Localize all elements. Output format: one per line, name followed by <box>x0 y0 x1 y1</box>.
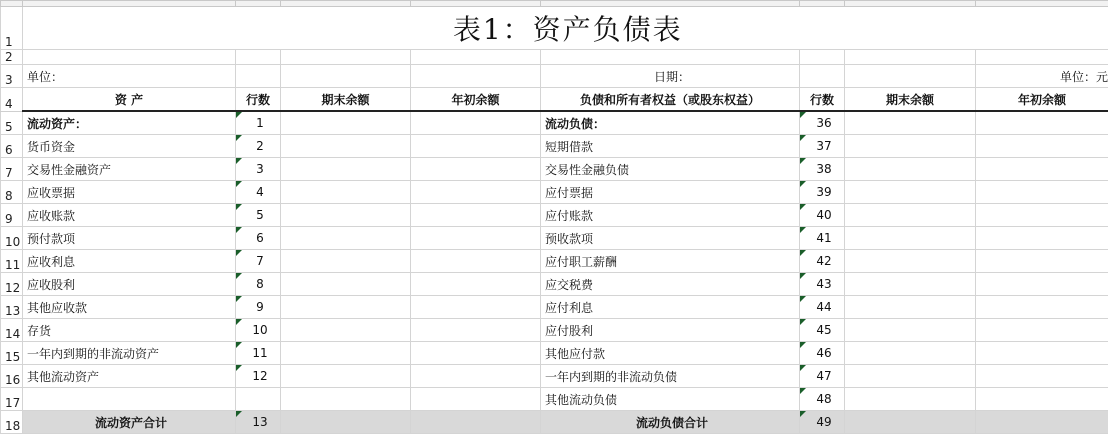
asset-cell[interactable]: 交易性金融资产 <box>23 158 236 181</box>
cell[interactable] <box>236 50 281 65</box>
table-row <box>1 181 1108 204</box>
liability-cell[interactable]: 应付股利 <box>541 319 800 342</box>
liability-cell[interactable]: 预收款项 <box>541 227 800 250</box>
liability-line-no-cell[interactable]: 47 <box>800 365 845 388</box>
end-balance-cell[interactable] <box>281 250 411 273</box>
header-line-no[interactable]: 行数 <box>236 88 281 112</box>
liability-line-no-cell[interactable]: 48 <box>800 388 845 411</box>
cell[interactable] <box>236 65 281 88</box>
row-header[interactable]: 14 <box>1 319 23 342</box>
row-header[interactable]: 2 <box>1 50 23 65</box>
header-asset[interactable]: 资 产 <box>23 88 236 112</box>
end-balance-cell[interactable] <box>845 250 976 273</box>
asset-line-no-cell[interactable]: 6 <box>236 227 281 250</box>
asset-cell[interactable]: 应收账款 <box>23 204 236 227</box>
table-row <box>1 204 1108 227</box>
asset-cell[interactable]: 货币资金 <box>23 135 236 158</box>
begin-balance-cell[interactable] <box>411 342 541 365</box>
begin-balance-cell[interactable] <box>411 204 541 227</box>
end-balance-cell[interactable] <box>845 204 976 227</box>
asset-cell[interactable]: 流动资产： <box>23 111 236 135</box>
table-row <box>1 365 1108 388</box>
end-balance-cell[interactable] <box>281 365 411 388</box>
begin-balance-cell[interactable] <box>411 319 541 342</box>
asset-line-no-cell[interactable]: 10 <box>236 319 281 342</box>
asset-line-no-cell[interactable]: 4 <box>236 181 281 204</box>
liability-line-no-cell[interactable]: 42 <box>800 250 845 273</box>
end-balance-cell[interactable] <box>845 135 976 158</box>
end-balance-cell[interactable] <box>281 158 411 181</box>
liability-line-no-cell[interactable]: 45 <box>800 319 845 342</box>
header-liability[interactable]: 负债和所有者权益（或股东权益） <box>541 88 800 112</box>
end-balance-cell[interactable] <box>281 342 411 365</box>
end-balance-cell[interactable] <box>845 273 976 296</box>
cell[interactable] <box>845 65 976 88</box>
asset-line-no-cell[interactable]: 12 <box>236 365 281 388</box>
begin-balance-cell[interactable] <box>976 227 1108 250</box>
table-row <box>1 158 1108 181</box>
begin-balance-cell[interactable] <box>976 342 1108 365</box>
asset-cell[interactable]: 应收利息 <box>23 250 236 273</box>
begin-balance-cell[interactable] <box>976 158 1108 181</box>
row-header[interactable]: 10 <box>1 227 23 250</box>
row-header[interactable]: 1 <box>1 7 23 50</box>
asset-line-no-cell[interactable]: 13 <box>236 411 281 434</box>
asset-cell[interactable]: 应收票据 <box>23 181 236 204</box>
table-row <box>1 227 1108 250</box>
liability-line-no-cell[interactable]: 44 <box>800 296 845 319</box>
begin-balance-cell[interactable] <box>976 319 1108 342</box>
begin-balance-cell[interactable] <box>411 411 541 434</box>
row-header[interactable]: 8 <box>1 181 23 204</box>
asset-total-cell[interactable]: 流动资产合计 <box>23 411 236 434</box>
row-header[interactable]: 16 <box>1 365 23 388</box>
liability-cell[interactable]: 应付账款 <box>541 204 800 227</box>
end-balance-cell[interactable] <box>845 388 976 411</box>
end-balance-cell[interactable] <box>281 181 411 204</box>
begin-balance-cell[interactable] <box>976 411 1108 434</box>
liability-cell[interactable]: 短期借款 <box>541 135 800 158</box>
cell[interactable] <box>411 50 541 65</box>
liability-cell[interactable]: 应付利息 <box>541 296 800 319</box>
liability-cell[interactable]: 一年内到期的非流动负债 <box>541 365 800 388</box>
table-row <box>1 342 1108 365</box>
asset-line-no-cell[interactable]: 2 <box>236 135 281 158</box>
table-row <box>1 296 1108 319</box>
sheet-title[interactable]: 表1：资产负债表 <box>452 13 683 46</box>
row-header[interactable]: 17 <box>1 388 23 411</box>
header-line-no[interactable]: 行数 <box>800 88 845 112</box>
table-row <box>1 273 1108 296</box>
liability-cell[interactable]: 交易性金融负债 <box>541 158 800 181</box>
liability-cell[interactable]: 其他应付款 <box>541 342 800 365</box>
begin-balance-cell[interactable] <box>976 250 1108 273</box>
liability-line-no-cell[interactable]: 38 <box>800 158 845 181</box>
header-begin-balance[interactable]: 年初余额 <box>976 88 1108 112</box>
asset-cell[interactable] <box>23 388 236 411</box>
table-row <box>1 135 1108 158</box>
end-balance-cell[interactable] <box>845 342 976 365</box>
row-header[interactable]: 5 <box>1 111 23 135</box>
row-header[interactable]: 13 <box>1 296 23 319</box>
liability-line-no-cell[interactable]: 36 <box>800 111 845 135</box>
asset-cell[interactable]: 其他流动资产 <box>23 365 236 388</box>
liability-cell[interactable]: 应交税费 <box>541 273 800 296</box>
liability-line-no-cell[interactable]: 37 <box>800 135 845 158</box>
asset-cell[interactable]: 存货 <box>23 319 236 342</box>
end-balance-cell[interactable] <box>281 111 411 135</box>
end-balance-cell[interactable] <box>281 296 411 319</box>
table-row <box>1 250 1108 273</box>
liability-line-no-cell[interactable]: 40 <box>800 204 845 227</box>
asset-cell[interactable]: 一年内到期的非流动资产 <box>23 342 236 365</box>
date-label-cell[interactable]: 日期： <box>541 65 800 88</box>
row-header[interactable]: 11 <box>1 250 23 273</box>
end-balance-cell[interactable] <box>281 411 411 434</box>
begin-balance-cell[interactable] <box>411 158 541 181</box>
end-balance-cell[interactable] <box>845 319 976 342</box>
begin-balance-cell[interactable] <box>976 296 1108 319</box>
cell[interactable] <box>541 50 800 65</box>
begin-balance-cell[interactable] <box>411 365 541 388</box>
asset-cell[interactable]: 应收股利 <box>23 273 236 296</box>
table-row <box>1 319 1108 342</box>
end-balance-cell[interactable] <box>845 365 976 388</box>
cell[interactable] <box>281 65 411 88</box>
liability-total-cell[interactable]: 流动负债合计 <box>541 411 800 434</box>
liability-line-no-cell[interactable]: 46 <box>800 342 845 365</box>
row-header[interactable]: 18 <box>1 411 23 434</box>
cell[interactable] <box>976 50 1108 65</box>
unit-label-cell[interactable]: 单位： <box>23 65 236 88</box>
begin-balance-cell[interactable] <box>976 111 1108 135</box>
cell[interactable] <box>800 65 845 88</box>
asset-line-no-cell[interactable]: 5 <box>236 204 281 227</box>
asset-line-no-cell[interactable] <box>236 388 281 411</box>
liability-line-no-cell[interactable]: 39 <box>800 181 845 204</box>
asset-line-no-cell[interactable]: 11 <box>236 342 281 365</box>
row-header[interactable]: 4 <box>1 88 23 112</box>
cell[interactable] <box>23 50 236 65</box>
begin-balance-cell[interactable] <box>411 181 541 204</box>
liability-cell[interactable]: 流动负债： <box>541 111 800 135</box>
row-header[interactable]: 9 <box>1 204 23 227</box>
liability-line-no-cell[interactable]: 49 <box>800 411 845 434</box>
header-end-balance[interactable]: 期末余额 <box>281 88 411 112</box>
row-header[interactable]: 15 <box>1 342 23 365</box>
liability-line-no-cell[interactable]: 41 <box>800 227 845 250</box>
begin-balance-cell[interactable] <box>976 273 1108 296</box>
begin-balance-cell[interactable] <box>411 227 541 250</box>
table-row-total <box>1 411 1108 434</box>
liability-cell[interactable]: 其他流动负债 <box>541 388 800 411</box>
begin-balance-cell[interactable] <box>976 365 1108 388</box>
end-balance-cell[interactable] <box>281 135 411 158</box>
end-balance-cell[interactable] <box>845 296 976 319</box>
asset-line-no-cell[interactable]: 9 <box>236 296 281 319</box>
cell[interactable] <box>281 50 411 65</box>
row-header[interactable]: 6 <box>1 135 23 158</box>
asset-line-no-cell[interactable]: 7 <box>236 250 281 273</box>
header-begin-balance[interactable]: 年初余额 <box>411 88 541 112</box>
table-row <box>1 111 1108 135</box>
asset-line-no-cell[interactable]: 3 <box>236 158 281 181</box>
end-balance-cell[interactable] <box>281 319 411 342</box>
cell[interactable] <box>800 50 845 65</box>
end-balance-cell[interactable] <box>281 204 411 227</box>
header-end-balance[interactable]: 期末余额 <box>845 88 976 112</box>
end-balance-cell[interactable] <box>281 388 411 411</box>
begin-balance-cell[interactable] <box>411 388 541 411</box>
begin-balance-cell[interactable] <box>976 135 1108 158</box>
table-row <box>1 388 1108 411</box>
begin-balance-cell[interactable] <box>976 204 1108 227</box>
cell[interactable] <box>845 50 976 65</box>
liability-line-no-cell[interactable]: 43 <box>800 273 845 296</box>
begin-balance-cell[interactable] <box>976 388 1108 411</box>
liability-cell[interactable]: 应付职工薪酬 <box>541 250 800 273</box>
end-balance-cell[interactable] <box>281 227 411 250</box>
asset-line-no-cell[interactable]: 8 <box>236 273 281 296</box>
begin-balance-cell[interactable] <box>411 250 541 273</box>
asset-cell[interactable]: 其他应收款 <box>23 296 236 319</box>
begin-balance-cell[interactable] <box>411 273 541 296</box>
asset-cell[interactable]: 预付款项 <box>23 227 236 250</box>
end-balance-cell[interactable] <box>845 227 976 250</box>
begin-balance-cell[interactable] <box>411 135 541 158</box>
end-balance-cell[interactable] <box>845 111 976 135</box>
liability-cell[interactable]: 应付票据 <box>541 181 800 204</box>
begin-balance-cell[interactable] <box>976 181 1108 204</box>
asset-line-no-cell[interactable]: 1 <box>236 111 281 135</box>
end-balance-cell[interactable] <box>845 158 976 181</box>
end-balance-cell[interactable] <box>845 181 976 204</box>
begin-balance-cell[interactable] <box>411 111 541 135</box>
end-balance-cell[interactable] <box>845 411 976 434</box>
row-header[interactable]: 7 <box>1 158 23 181</box>
row-header[interactable]: 12 <box>1 273 23 296</box>
end-balance-cell[interactable] <box>281 273 411 296</box>
cell[interactable] <box>411 65 541 88</box>
unit-right-cell[interactable]: 单位：元 <box>976 65 1108 88</box>
row-header[interactable]: 3 <box>1 65 23 88</box>
begin-balance-cell[interactable] <box>411 296 541 319</box>
